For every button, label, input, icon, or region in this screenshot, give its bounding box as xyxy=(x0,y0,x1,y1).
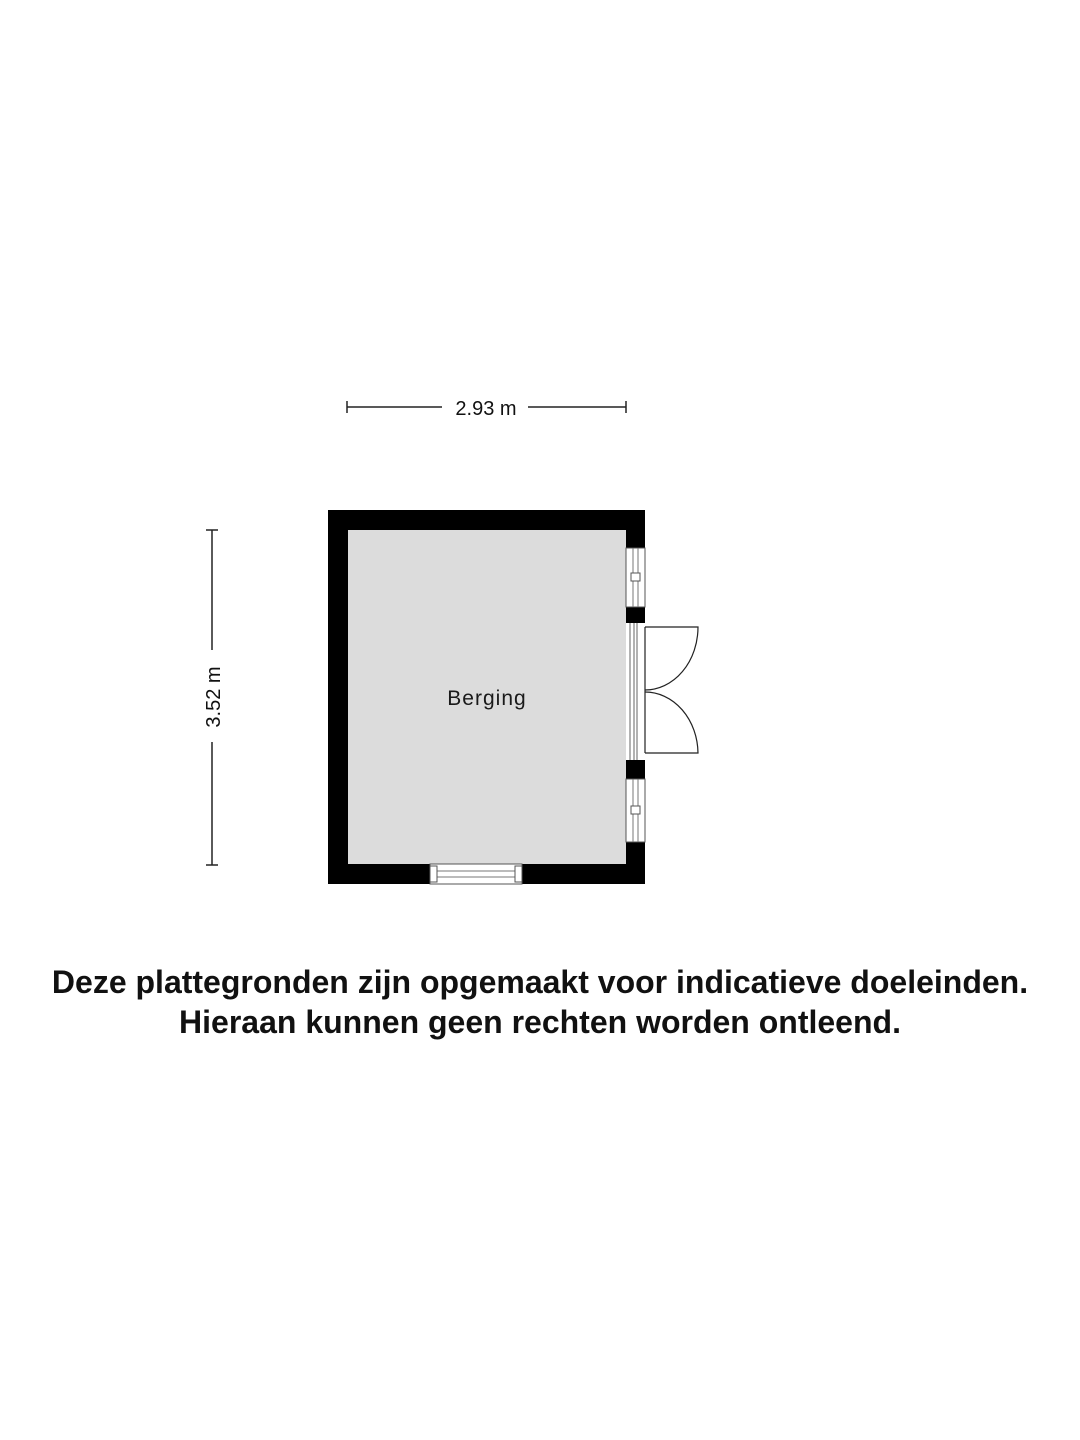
window-right-upper xyxy=(626,548,645,607)
disclaimer xyxy=(0,962,1080,1042)
width-label: 2.93 m xyxy=(455,398,517,420)
wall-right-pier-2 xyxy=(626,760,645,779)
window-bottom xyxy=(430,864,522,884)
wall-right-bottom xyxy=(626,842,645,884)
wall-top xyxy=(328,510,645,530)
disclaimer-line-2: Hieraan kunnen geen rechten worden ontleend. xyxy=(179,1004,901,1040)
double-door xyxy=(626,623,698,760)
wall-right-top xyxy=(626,510,645,548)
window-right-lower xyxy=(626,779,645,842)
wall-left xyxy=(328,510,348,884)
width-dimension xyxy=(347,398,626,420)
room-label: Berging xyxy=(447,687,527,710)
wall-bottom-left xyxy=(328,864,430,884)
height-dimension xyxy=(203,530,225,865)
disclaimer-line-1: Deze plattegronden zijn opgemaakt voor indicatieve doeleinden. xyxy=(51,964,1029,1000)
height-label: 3.52 m xyxy=(203,666,225,728)
wall-right-pier-1 xyxy=(626,607,645,623)
